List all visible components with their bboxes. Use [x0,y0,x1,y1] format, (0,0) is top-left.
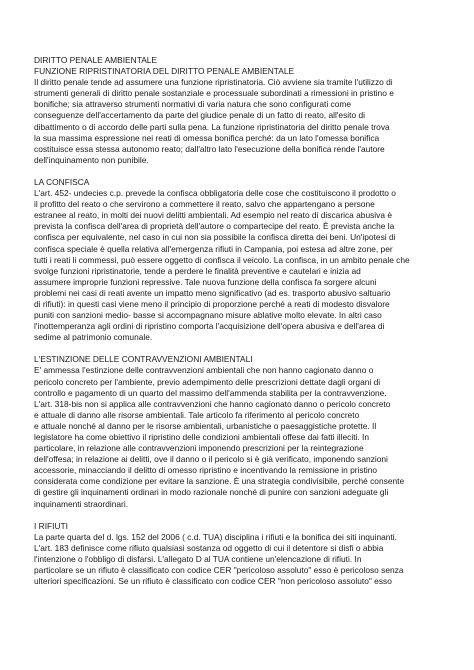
confisca-paragraph [34,188,440,343]
paragraph-line: controllo e pagamento di un quarto del massimo dell'ammenda stabilita per la contravvenzione. [34,387,387,398]
paragraph-line: la sua massima espressione nei reati di omessa bonifica perché: da un lato l'omessa bonifica [34,132,380,143]
paragraph-line: inquinamenti straordinari. [34,498,129,509]
paragraph-line: e attuale di danno alle risorse ambientali. Tale articolo fa riferimento al pericolo concreto [34,409,360,420]
estinzione-paragraph [34,365,440,509]
paragraph-line: sedime al patrimonio comunale. [34,332,153,343]
paragraph-line: L'art. 183 definisce come rifiuto qualsiasi sostanza od oggetto di cui il detentore si disfi o abbia [34,542,384,553]
paragraph-spacer [34,510,440,521]
paragraph-line: svolge funzioni ripristinatorie, tende a perdere le finalità preventive e cautelari e inizia ad [34,265,361,276]
paragraph-line: l'inottemperanza agli ordini di ripristino comporta l'acquisizione dell'opera abusiva e dell'area di [34,321,385,332]
intro-paragraph [34,77,440,166]
paragraph-line: problemi nei casi di reati avente un impatto meno significativo (ad es. trasporto abusivo saltuario [34,287,391,298]
paragraph-line: l'intenzione o l'obbligo di disfarsi. L'allegato D al TUA contiene un'elencazione di rifiuti. In [34,553,362,564]
section-heading-funzione: FUNZIONE RIPRISTINATORIA DEL DIRITTO PENALE AMBIENTALE [34,66,295,77]
paragraph-line: considerata come condizione per evitare la sanzione. È una strategia condivisibile, perché consente [34,476,405,487]
paragraph-line: estranee al reato, in molti dei nuovi delitti ambientali. Ad esempio nel reato di discarica abusiva è [34,210,392,221]
paragraph-line: E' ammessa l'estinzione delle contravvenzioni ambientali che non hanno cagionato danno o [34,365,374,376]
paragraph-spacer [34,343,440,354]
paragraph-line: prevista la confisca dell'area di proprietà dell'autore o compartecipe del reato. È prevista anche la [34,221,395,232]
paragraph-line: L'art. 452- undecies c.p. prevede la confisca obbligatoria delle cose che costituiscono il prodotto o [34,188,396,199]
paragraph-line: di rifiuti): in questi casi viene meno il principio di proporzione perché a reati di modesto disvalore [34,298,390,309]
paragraph-line: particolare se un rifiuto è classificato con codice CER "pericoloso assoluto" esso è pericoloso senza [34,565,404,576]
paragraph-line: di gestire gli inquinamenti ordinari in modo razionale nonché di punire con sanzioni adeguate gli [34,487,389,498]
paragraph-line: strumenti generali di diritto penale sostanziale e processuale subordinati a rimessioni in pristino e [34,88,394,99]
paragraph-line: costituisce essa stessa autonomo reato; dall'altro lato l'esecuzione della bonifica rende l'autore [34,143,385,154]
paragraph-line: conseguenze dell'accertamento da parte del giudice penale di un fatto di reato, all'esito di [34,110,365,121]
section-heading-confisca: LA CONFISCA [34,176,90,187]
paragraph-line: e attuale nonché al danno per le risorse ambientali, urbanistiche o paesaggistiche protette. Il [34,420,377,431]
paragraph-line: Il diritto penale tende ad assumere una funzione ripristinatoria. Ciò avviene sia tramite l'utilizzo di [34,77,393,88]
paragraph-line: ulteriori specificazioni. Se un rifiuto è classificato con codice CER "non pericoloso assoluto" esso [34,576,392,587]
paragraph-line: confisca speciale è quella relativa all'emergenza rifiuti in Campania, poi estesa ad altre zone, per [34,243,393,254]
paragraph-line: puniti con sanzioni medio- basse si accompagnano misure ablative molto elevate. In altri caso [34,310,382,321]
paragraph-line: pericolo concreto per l'ambiente, previo adempimento delle prescrizioni dettate dagli organi di [34,376,381,387]
paragraph-line: accessorie, minacciando il delitto di omesso ripristino e incentivando la remissione in pristino [34,465,378,476]
document-title: DIRITTO PENALE AMBIENTALE [34,55,158,65]
section-heading-rifiuti: I RIFIUTI [34,520,68,531]
paragraph-line: particolare, in relazione alle contravvenzioni imponendo prescrizioni per la reintegrazione [34,443,364,454]
paragraph-line: legislatore ha come obiettivo il ripristino delle condizioni ambientali offese dai fatti illeciti. In [34,432,370,442]
paragraph-line: confisca per equivalente, nel caso in cui non sia possibile la confisca diretta dei beni. Un'ipotesi di [34,232,396,243]
paragraph-line: bonifiche; sia attraverso strumenti normativi di varia natura che sono configurati come [34,99,352,110]
paragraph-line: L'art. 318-bis non si applica alle contravvenzioni che hanno cagionato danno o pericolo concreto [34,398,391,409]
paragraph-line: il profitto del reato o che servirono a commettere il reato, salvo che appartengano a persone [34,199,375,210]
rifiuti-paragraph [34,532,440,587]
section-heading-estinzione: L'ESTINZIONE DELLE CONTRAVVENZIONI AMBIENTALI [34,354,253,365]
paragraph-line: dell'offesa; in relazione ai delitti, ove il danno o il pericolo si è già verificato, imponendo sanzioni [34,454,388,465]
paragraph-line: dibattimento o di accordo delle parti sulla pena. La funzione ripristinatoria del diritto penale trova [34,121,390,132]
paragraph-spacer [34,166,440,177]
paragraph-line: tutti i reati li commessi, può essere oggetto di confisca il veicolo. La confisca, in un ambito penale che [34,254,410,265]
paragraph-line: assumere improprie funzioni repressive. Tale nuova funzione della confisca fa sorgere alcuni [34,276,377,287]
paragraph-line: dell'inquinamento non punibile. [34,154,149,165]
paragraph-line: La parte quarta del d. lgs. 152 del 2006 ( c.d. TUA) disciplina i rifiuti e la bonifica dei siti inquinanti. [34,531,397,542]
